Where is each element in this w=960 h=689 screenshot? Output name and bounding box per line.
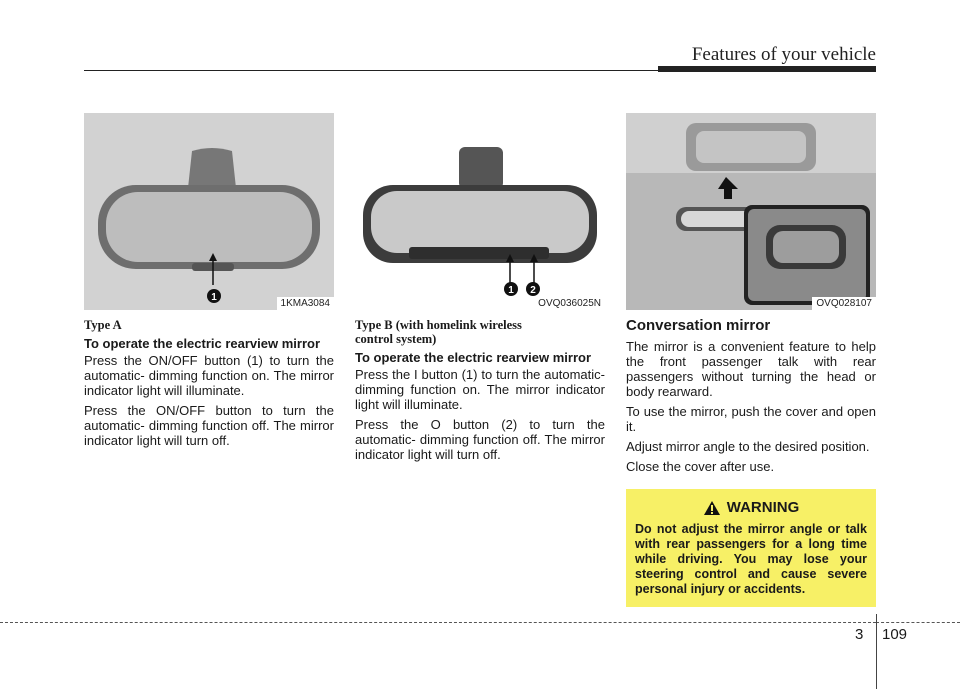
page-number: 109 xyxy=(882,626,908,643)
conversation-mirror-title: Conversation mirror xyxy=(626,317,771,334)
mirror-a-illustration xyxy=(84,113,334,310)
type-b-label xyxy=(355,318,605,346)
conversation-paragraph-4: Close the cover after use. xyxy=(626,459,775,474)
footer-dashed-rule-right xyxy=(876,622,960,623)
header-title: Features of your vehicle xyxy=(691,44,876,65)
warning-header xyxy=(635,499,867,516)
figure-code: OVQ036025N xyxy=(534,297,605,310)
callout-1 xyxy=(503,281,519,297)
callout-2 xyxy=(525,281,541,297)
type-a-heading: To operate the electric rearview mirror xyxy=(84,336,321,351)
header-bar xyxy=(658,66,876,72)
svg-text:2: 2 xyxy=(530,285,536,296)
type-a-section xyxy=(84,318,334,453)
warning-triangle-icon xyxy=(703,500,721,516)
figure-code: 1KMA3084 xyxy=(277,297,334,310)
conversation-mirror-illustration xyxy=(626,113,876,310)
type-b-paragraph-1: Press the I button (1) to turn the automatic- dimming function on. The mirror indicator light will illuminate. xyxy=(355,367,605,412)
mirror-b-illustration xyxy=(355,113,605,310)
svg-text:1: 1 xyxy=(508,285,514,296)
conversation-paragraph-1: The mirror is a convenient feature to help the front passenger talk with rear passengers without turning the head or body rearward. xyxy=(626,339,876,399)
type-a-paragraph-2: Press the ON/OFF button to turn the automatic- dimming function off. The mirror indicator light will turn off. xyxy=(84,403,334,448)
type-a-paragraph-1: Press the ON/OFF button (1) to turn the automatic- dimming function on. The mirror indicator light will illuminate. xyxy=(84,353,334,398)
type-b-section xyxy=(355,318,605,467)
type-b-paragraph-2: Press the O button (2) to turn the automatic- dimming function off. The mirror indicator light will turn off. xyxy=(355,417,605,462)
footer-dashed-rule xyxy=(0,622,876,623)
warning-box xyxy=(626,489,876,607)
warning-title: WARNING xyxy=(726,499,800,516)
svg-text:1: 1 xyxy=(211,292,217,303)
figure-conversation-mirror xyxy=(626,113,876,310)
figure-type-b-mirror xyxy=(355,113,605,310)
footer-divider xyxy=(876,614,877,689)
type-b-label-line-2: control system) xyxy=(355,332,437,346)
warning-text: Do not adjust the mirror angle or talk with rear passengers for a long time while driving. You may lose your steering control and cause severe personal injury or accidents. xyxy=(635,522,867,596)
callout-1 xyxy=(206,288,222,304)
type-b-heading: To operate the electric rearview mirror xyxy=(355,350,592,365)
figure-code: OVQ028107 xyxy=(812,297,876,310)
figure-type-a-mirror xyxy=(84,113,334,310)
type-a-label: Type A xyxy=(84,318,122,332)
header-rule xyxy=(84,70,658,71)
chapter-number: 3 xyxy=(855,626,864,643)
type-b-label-line-1: Type B (with homelink wireless xyxy=(355,318,522,332)
conversation-paragraph-3: Adjust mirror angle to the desired position. xyxy=(626,439,870,454)
conversation-paragraph-2: To use the mirror, push the cover and open it. xyxy=(626,404,876,434)
conversation-mirror-section xyxy=(626,318,876,479)
